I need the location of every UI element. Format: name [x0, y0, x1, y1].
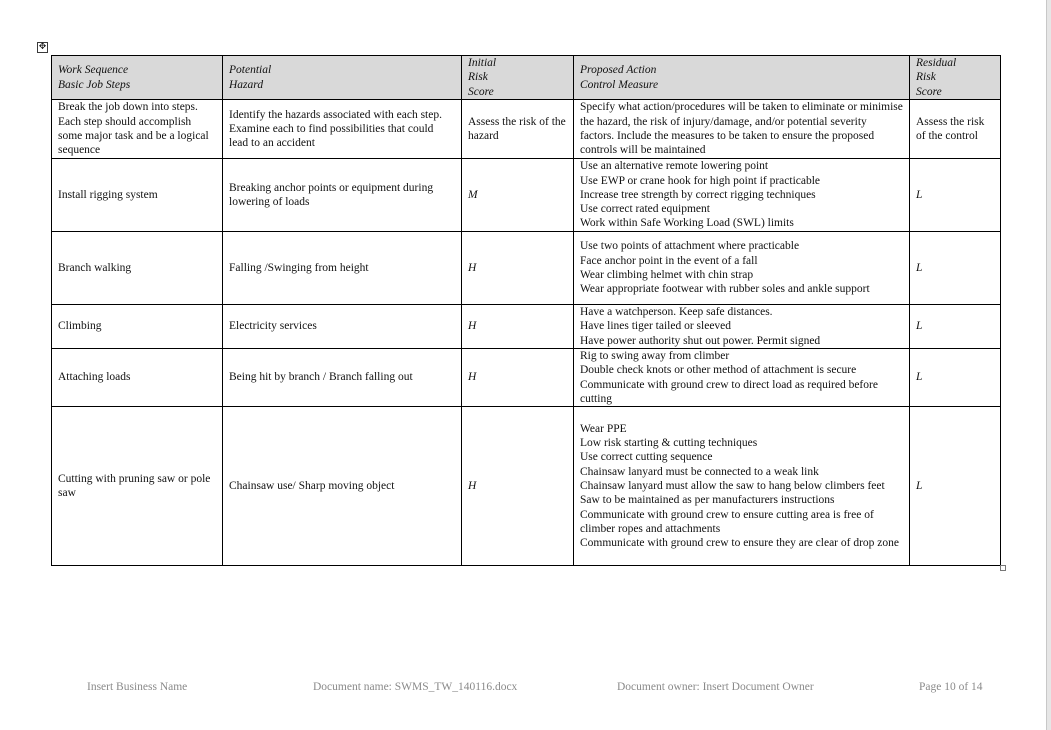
control-measure-line: Chainsaw lanyard must be connected to a weak link: [580, 465, 819, 478]
hazard-cell: Breaking anchor points or equipment during lowering of loads: [223, 159, 462, 232]
control-measure-line: Face anchor point in the event of a fall: [580, 254, 758, 267]
header-residual-risk-score: Residual Risk Score: [910, 56, 1001, 100]
guide-initial-cell: Assess the risk of the hazard: [462, 100, 574, 159]
table-resize-handle[interactable]: [1000, 565, 1006, 571]
control-measure-line: Wear climbing helmet with chin strap: [580, 269, 754, 281]
control-measure-line: Work within Safe Working Load (SWL) limits: [580, 217, 794, 230]
header-proposed-action: Proposed Action Control Measure: [574, 56, 910, 100]
guide-hazard-cell: Identify the hazards associated with each step. Examine each to find possibilities that could lead to an accident: [223, 100, 462, 159]
control-measure-line: Use EWP or crane hook for high point if practicable: [580, 174, 821, 187]
work-step-cell: Climbing: [52, 305, 223, 349]
table-move-handle-icon[interactable]: ✥: [38, 42, 47, 52]
hazard-cell: Being hit by branch / Branch falling out: [223, 349, 462, 407]
table-row: [52, 407, 1001, 566]
control-measures-cell: [574, 159, 910, 232]
table-row: [52, 349, 1001, 407]
control-measure-line: Wear PPE: [580, 422, 627, 435]
guide-row: [52, 100, 1001, 159]
initial-risk-cell: M: [462, 159, 574, 232]
footer-document-name: Document name: SWMS_TW_140116.docx: [313, 681, 518, 693]
table-row: [52, 232, 1001, 305]
control-measure-line: Have power authority shut out power. Permit signed: [580, 334, 821, 347]
footer-page-number: Page 10 of 14: [919, 681, 983, 693]
initial-risk-cell: H: [462, 407, 574, 566]
control-measure-line: Double check knots or other method of attachment is secure: [580, 364, 857, 377]
residual-risk-cell: L: [910, 349, 1001, 407]
guide-residual-cell: Assess the risk of the control: [910, 100, 1001, 159]
residual-risk-cell: L: [910, 232, 1001, 305]
control-measure-line: Increase tree strength by correct rigging techniques: [580, 188, 816, 201]
header-initial-risk-score: Initial Risk Score: [462, 56, 574, 100]
control-measure-line: Saw to be maintained as per manufacturers instructions: [580, 494, 835, 507]
control-measure-line: Have lines tiger tailed or sleeved: [580, 320, 732, 333]
control-measure-line: Use correct cutting sequence: [580, 451, 713, 464]
table-row: [52, 305, 1001, 349]
control-measure-line: Wear appropriate footwear with rubber soles and ankle support: [580, 283, 870, 296]
residual-risk-cell: L: [910, 305, 1001, 349]
footer-business-name: Insert Business Name: [87, 681, 188, 693]
header-potential-hazard: Potential Hazard: [223, 56, 462, 100]
control-measure-line: Use two points of attachment where practicable: [580, 240, 800, 253]
work-step-cell: Branch walking: [52, 232, 223, 305]
hazard-cell: Electricity services: [223, 305, 462, 349]
work-step-cell: Cutting with pruning saw or pole saw: [52, 407, 223, 566]
control-measure-line: Low risk starting & cutting techniques: [580, 437, 758, 450]
control-measure-line: Chainsaw lanyard must allow the saw to hang below climbers feet: [580, 480, 885, 493]
residual-risk-cell: L: [910, 407, 1001, 566]
header-work-sequence: Work Sequence Basic Job Steps: [52, 56, 223, 100]
initial-risk-cell: H: [462, 305, 574, 349]
swms-table: [51, 55, 1001, 566]
control-measure-line: Rig to swing away from climber: [580, 350, 730, 362]
control-measures-cell: [574, 305, 910, 349]
initial-risk-cell: H: [462, 232, 574, 305]
control-measure-line: Communicate with ground crew to ensure they are clear of drop zone: [580, 537, 900, 550]
table-row: [52, 159, 1001, 232]
hazard-cell: Chainsaw use/ Sharp moving object: [223, 407, 462, 566]
control-measure-line: Have a watchperson. Keep safe distances.: [580, 306, 773, 319]
control-measures-cell: [574, 407, 910, 566]
window-right-edge: [1046, 0, 1051, 730]
control-measure-line: Communicate with ground crew to ensure cutting area is free of climber ropes and attachments: [580, 508, 874, 535]
work-step-cell: Install rigging system: [52, 159, 223, 232]
residual-risk-cell: L: [910, 159, 1001, 232]
control-measure-line: Use an alternative remote lowering point: [580, 160, 769, 173]
hazard-cell: Falling /Swinging from height: [223, 232, 462, 305]
work-step-cell: Attaching loads: [52, 349, 223, 407]
table-header-row: [52, 56, 1001, 100]
guide-work-cell: Break the job down into steps. Each step should accomplish some major task and be a logical sequence: [52, 100, 223, 159]
control-measure-line: Use correct rated equipment: [580, 203, 710, 216]
guide-control-cell: Specify what action/procedures will be taken to eliminate or minimise the hazard, the risk of injury/damage, and/or potential severity factors. Include the measures to be taken to ensure the proposed controls will be maintained: [574, 100, 910, 159]
footer-document-owner: Document owner: Insert Document Owner: [617, 681, 814, 693]
initial-risk-cell: H: [462, 349, 574, 407]
control-measures-cell: [574, 232, 910, 305]
control-measure-line: Communicate with ground crew to direct load as required before cutting: [580, 378, 878, 405]
control-measures-cell: [574, 349, 910, 407]
